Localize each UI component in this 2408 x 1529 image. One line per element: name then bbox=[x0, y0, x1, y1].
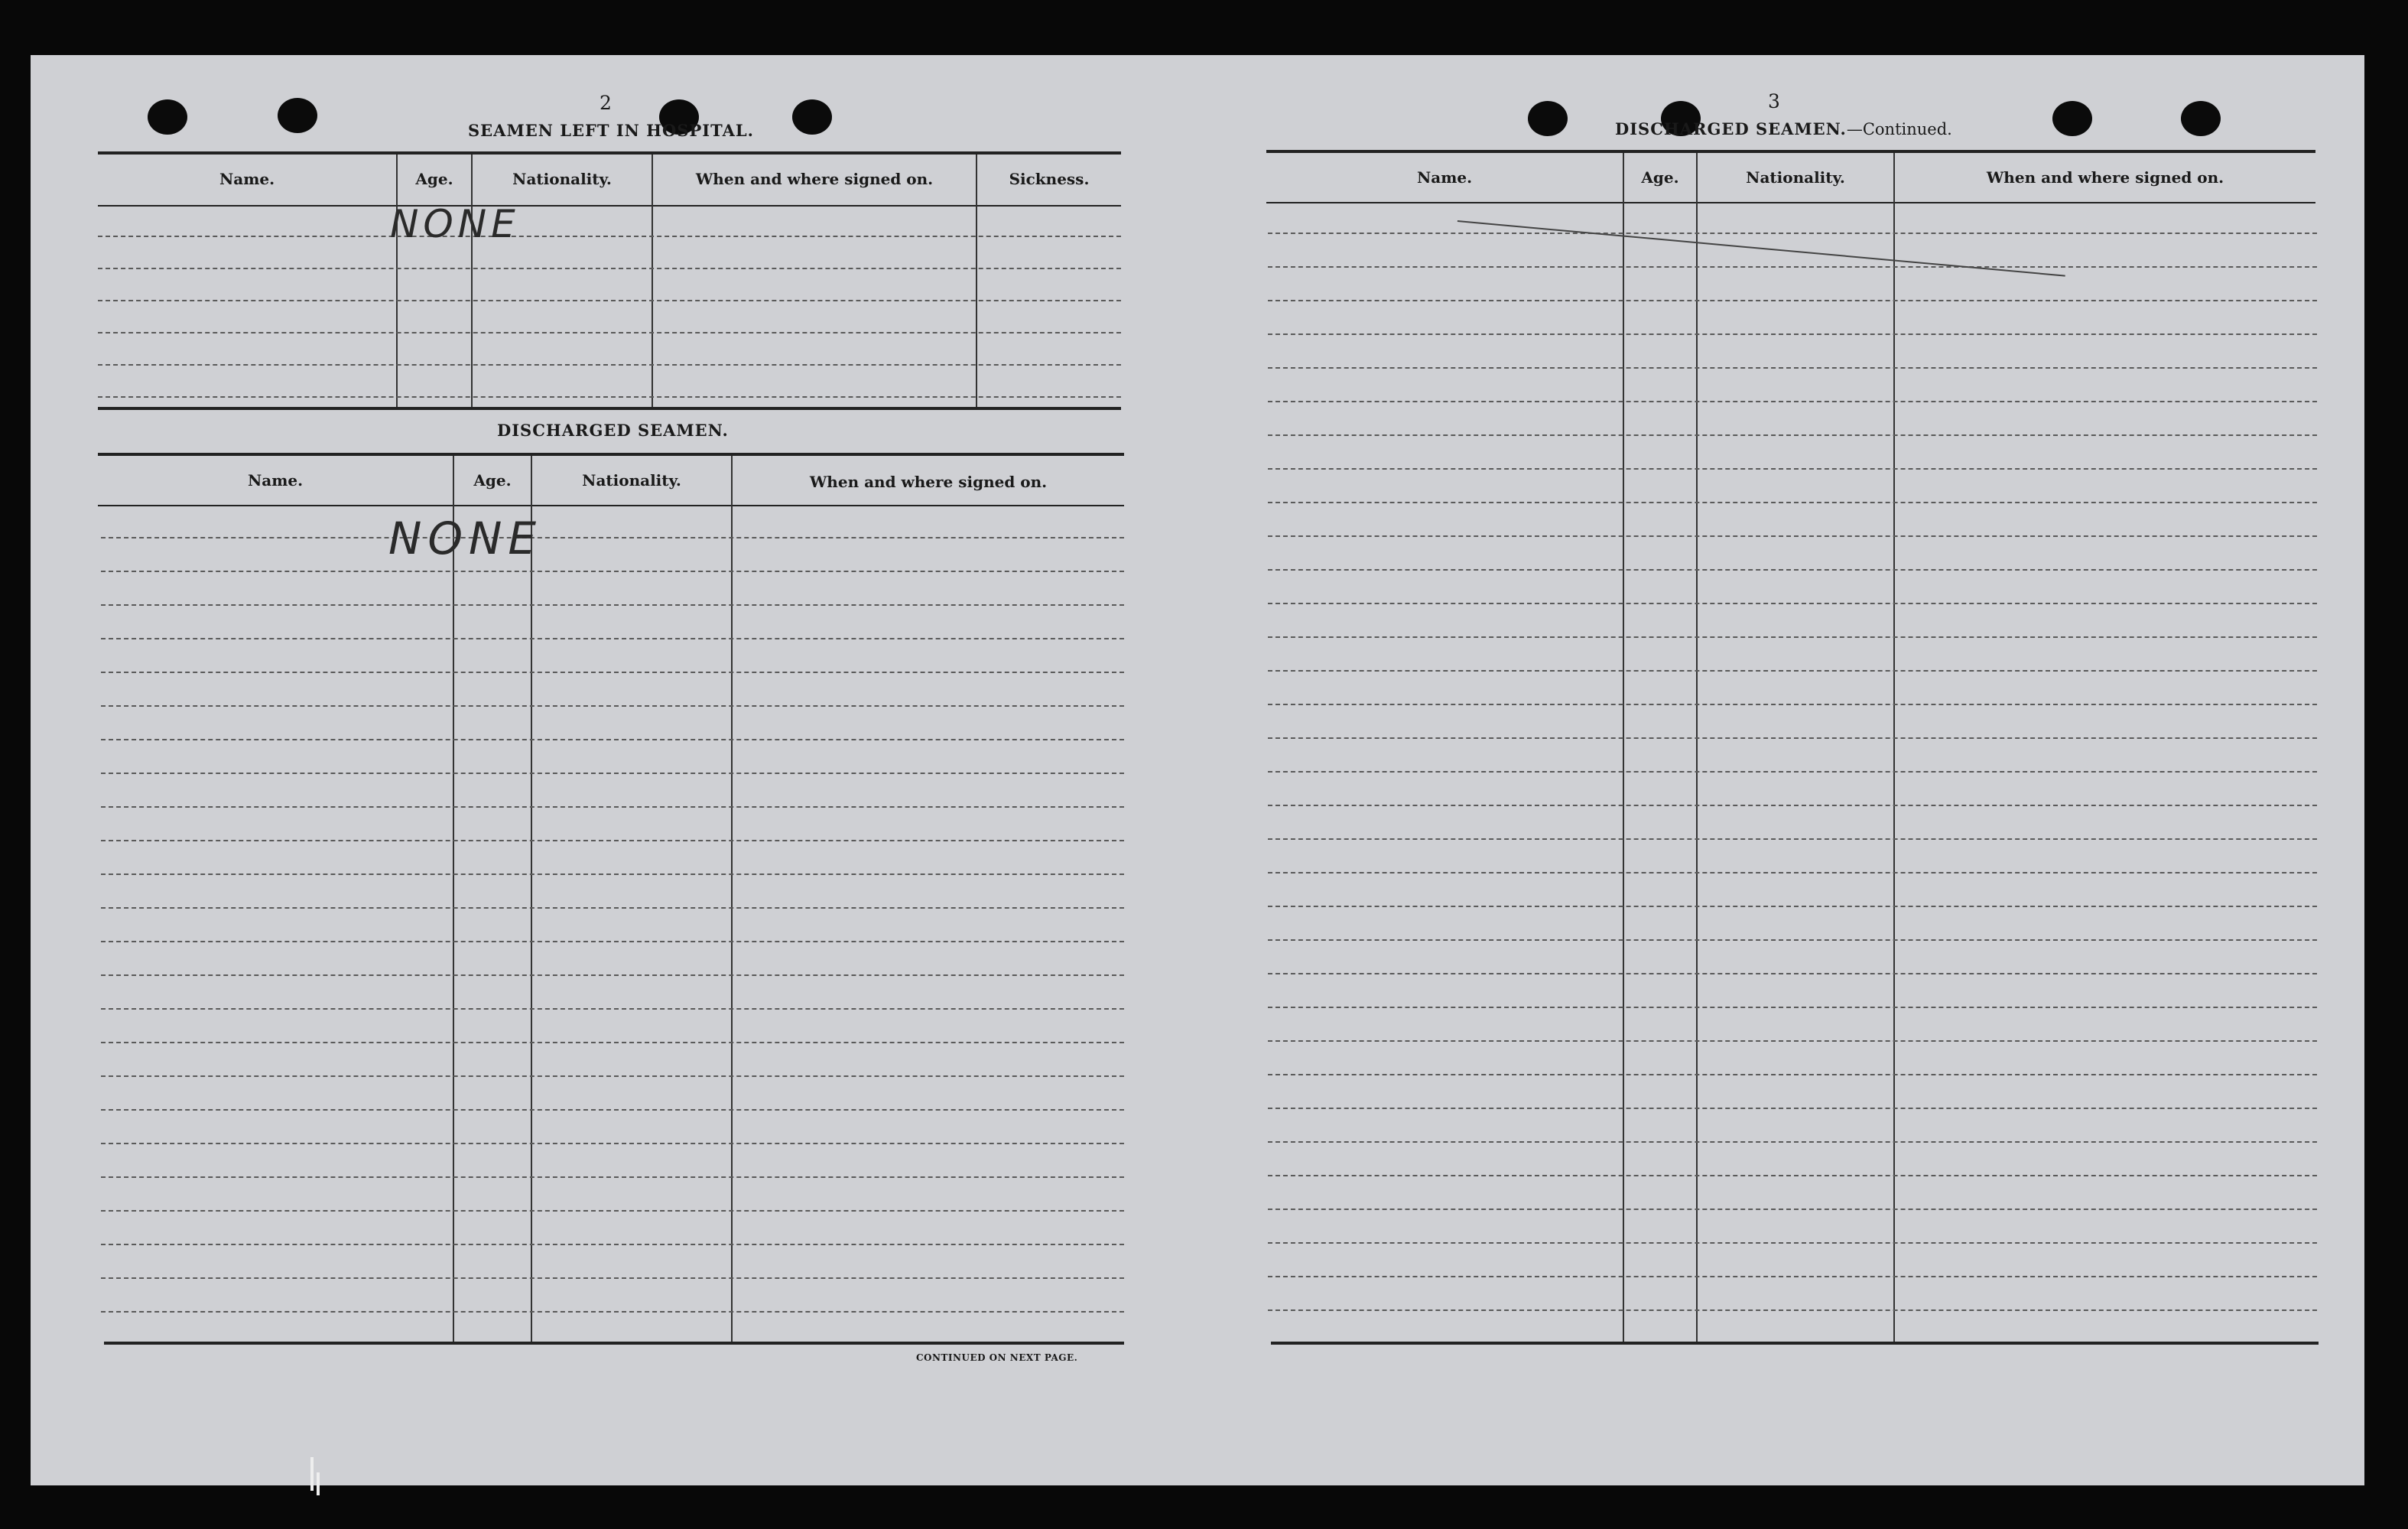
edge-mark bbox=[310, 1457, 314, 1491]
row-rule bbox=[1268, 367, 2317, 369]
column-header-name: Name. bbox=[247, 471, 304, 490]
column-header-nationality: Nationality. bbox=[582, 471, 681, 490]
row-rule bbox=[101, 1210, 1124, 1212]
column-header-age: Age. bbox=[1641, 168, 1679, 187]
discharged-section-title: DISCHARGED SEAMEN. bbox=[497, 421, 729, 440]
row-rule bbox=[1268, 670, 2317, 672]
row-rule bbox=[101, 604, 1124, 606]
row-rule bbox=[1268, 939, 2317, 941]
row-rule bbox=[101, 941, 1124, 942]
row-rule bbox=[1268, 1276, 2317, 1277]
title-text: DISCHARGED SEAMEN. bbox=[1615, 119, 1847, 138]
row-rule bbox=[1268, 1074, 2317, 1075]
row-rule bbox=[1268, 569, 2317, 571]
row-rule bbox=[101, 739, 1124, 740]
row-rule bbox=[1268, 266, 2317, 268]
row-rule bbox=[1268, 468, 2317, 470]
page-number: 2 bbox=[600, 92, 612, 114]
row-rule bbox=[1268, 1309, 2317, 1311]
row-rule bbox=[101, 1042, 1124, 1043]
punch-hole bbox=[2181, 101, 2221, 136]
row-rule bbox=[101, 1277, 1124, 1279]
row-rule bbox=[1268, 872, 2317, 873]
punch-hole bbox=[792, 99, 832, 135]
row-rule bbox=[101, 537, 1124, 538]
row-rule bbox=[101, 1311, 1124, 1313]
page-number: 3 bbox=[1768, 90, 1780, 112]
row-rule bbox=[1268, 838, 2317, 840]
column-header-sickness: Sickness. bbox=[1009, 170, 1090, 188]
row-rule bbox=[1268, 704, 2317, 705]
row-rule bbox=[1268, 636, 2317, 638]
row-rule bbox=[1268, 233, 2317, 234]
handwritten-entry: NONE bbox=[390, 202, 520, 246]
register-sheet bbox=[31, 55, 2364, 1485]
row-rule bbox=[101, 1109, 1124, 1111]
column-header-nationality: Nationality. bbox=[512, 170, 612, 188]
column-header-nationality: Nationality. bbox=[1746, 168, 1845, 187]
continued-footnote: CONTINUED ON NEXT PAGE. bbox=[916, 1352, 1078, 1363]
column-header-age: Age. bbox=[415, 170, 453, 188]
row-rule bbox=[101, 873, 1124, 875]
column-header-signed-on: When and where signed on. bbox=[1986, 168, 2224, 187]
row-rule bbox=[1268, 401, 2317, 402]
row-rule bbox=[1268, 1007, 2317, 1008]
column-header-signed-on: When and where signed on. bbox=[809, 473, 1048, 491]
row-rule bbox=[101, 571, 1124, 572]
title-suffix: —Continued. bbox=[1846, 120, 1952, 138]
punch-hole bbox=[278, 98, 317, 133]
row-rule bbox=[1268, 1141, 2317, 1143]
row-rule bbox=[101, 907, 1124, 909]
column-header-signed-on: When and where signed on. bbox=[695, 170, 934, 188]
row-rule bbox=[1268, 434, 2317, 436]
punch-hole bbox=[148, 99, 187, 135]
row-rule bbox=[1268, 805, 2317, 806]
row-rule bbox=[1268, 535, 2317, 537]
punch-hole bbox=[2052, 101, 2092, 136]
row-rule bbox=[1268, 502, 2317, 503]
column-header-name: Name. bbox=[1416, 168, 1473, 187]
row-rule bbox=[101, 1244, 1124, 1245]
handwritten-entry: NONE bbox=[388, 512, 543, 564]
row-rule bbox=[1268, 603, 2317, 604]
row-rule bbox=[101, 773, 1124, 774]
row-rule bbox=[1268, 1040, 2317, 1042]
row-rule bbox=[101, 1176, 1124, 1178]
row-rule bbox=[1268, 1209, 2317, 1210]
row-rule bbox=[1268, 906, 2317, 907]
row-rule bbox=[1268, 737, 2317, 739]
row-rule bbox=[1268, 973, 2317, 974]
strike-through-line bbox=[1457, 220, 2065, 277]
column-header-name: Name. bbox=[219, 170, 275, 188]
punch-hole bbox=[1528, 101, 1568, 136]
row-rule bbox=[1268, 771, 2317, 773]
row-rule bbox=[1268, 1108, 2317, 1109]
row-rule bbox=[101, 1008, 1124, 1010]
row-rule bbox=[101, 840, 1124, 841]
row-rule bbox=[1268, 1175, 2317, 1176]
row-rule bbox=[101, 638, 1124, 639]
row-rule bbox=[101, 1143, 1124, 1144]
row-rule bbox=[101, 974, 1124, 976]
hospital-section-title: SEAMEN LEFT IN HOSPITAL. bbox=[468, 121, 754, 140]
row-rule bbox=[101, 1075, 1124, 1077]
row-rule bbox=[1268, 333, 2317, 335]
column-header-age: Age. bbox=[473, 471, 512, 490]
discharged-continued-title bbox=[1615, 119, 1952, 138]
row-rule bbox=[1268, 300, 2317, 301]
row-rule bbox=[101, 806, 1124, 808]
edge-mark bbox=[317, 1472, 320, 1495]
row-rule bbox=[101, 672, 1124, 673]
row-rule bbox=[1268, 1242, 2317, 1244]
row-rule bbox=[101, 705, 1124, 707]
